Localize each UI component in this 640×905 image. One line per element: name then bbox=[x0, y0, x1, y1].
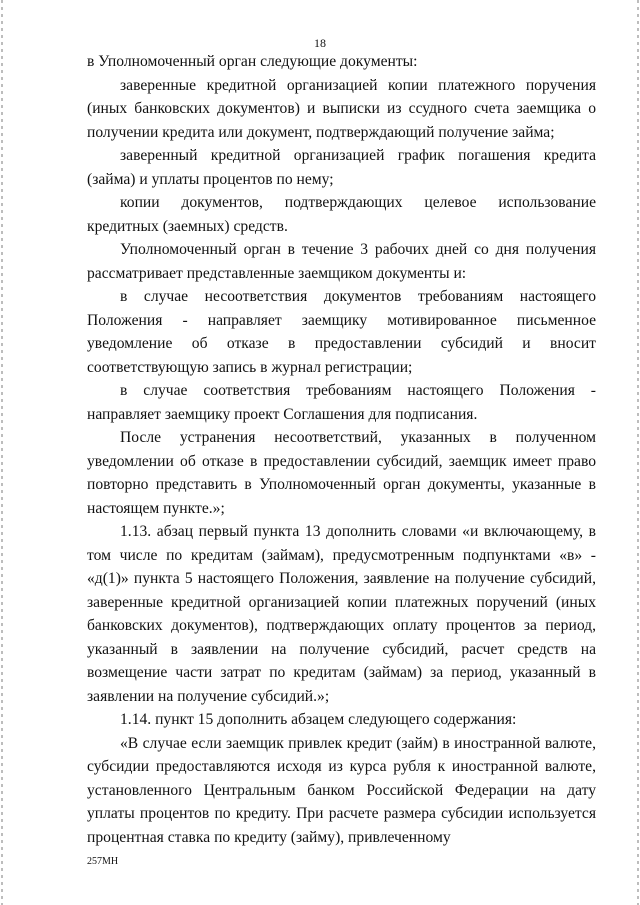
paragraph: в случае соответствия требованиям настоящего Положения - направляет заемщику проект Соглашения для подписания. bbox=[87, 382, 596, 423]
paragraph: заверенные кредитной организацией копии платежного поручения (иных банковских документов) и выписки из ссудного счета заемщика о получении кредита или документ, подтверждающий получение займа; bbox=[87, 76, 596, 141]
page-edge-left bbox=[1, 0, 3, 905]
paragraph: 1.14. пункт 15 дополнить абзацем следующего содержания: bbox=[120, 711, 517, 728]
paragraph: в случае несоответствия документов требованиям настоящего Положения - направляет заемщику мотивированное письменное уведомление об отказе в предоставлении субсидий и вносит соответствующую запись в журнал регистрации; bbox=[87, 288, 596, 376]
paragraph: Уполномоченный орган в течение 3 рабочих дней со дня получения рассматривает представленные заемщиком документы и: bbox=[87, 241, 596, 282]
paragraph: копии документов, подтверждающих целевое использование кредитных (заемных) средств. bbox=[87, 194, 596, 235]
page-number: 18 bbox=[314, 36, 326, 50]
footer-document-code: 257МН bbox=[87, 856, 119, 867]
paragraph: «В случае если заемщик привлек кредит (займ) в иностранной валюте, субсидии предоставляются исходя из курса рубля к иностранной валюте, установленного Центральным банком Российской Федерации на дату уплаты процентов по кредиту. При расчете размера субсидии используется процентная ставка по кредиту (займу), привлеченному bbox=[87, 734, 596, 846]
paragraph: заверенный кредитной организацией график погашения кредита (займа) и уплаты процентов по нему; bbox=[87, 147, 596, 188]
page-edge-right bbox=[637, 0, 639, 905]
document-body bbox=[87, 50, 596, 849]
paragraph: После устранения несоответствий, указанных в полученном уведомлении об отказе в предоставлении субсидий, заемщик имеет право повторно представить в Уполномоченный орган документы, указанные в настоящем пункте.»; bbox=[87, 429, 596, 517]
paragraph: в Уполномоченный орган следующие документы: bbox=[87, 53, 418, 70]
paragraph: 1.13. абзац первый пункта 13 дополнить словами «и включающему, в том числе по кредитам (займам), предусмотренным подпунктами «в» - «д(1)» пункта 5 настоящего Положения, заявление на получение субсидий, заверенные кредитной организацией копии платежных поручений (иных банковских документов), подтверждающих оплату процентов за период, указанный в заявлении на получение субсидий, расчет средств на возмещение части затрат по кредитам (займам) за период, указанный в заявлении на получение субсидий.»; bbox=[87, 523, 596, 705]
